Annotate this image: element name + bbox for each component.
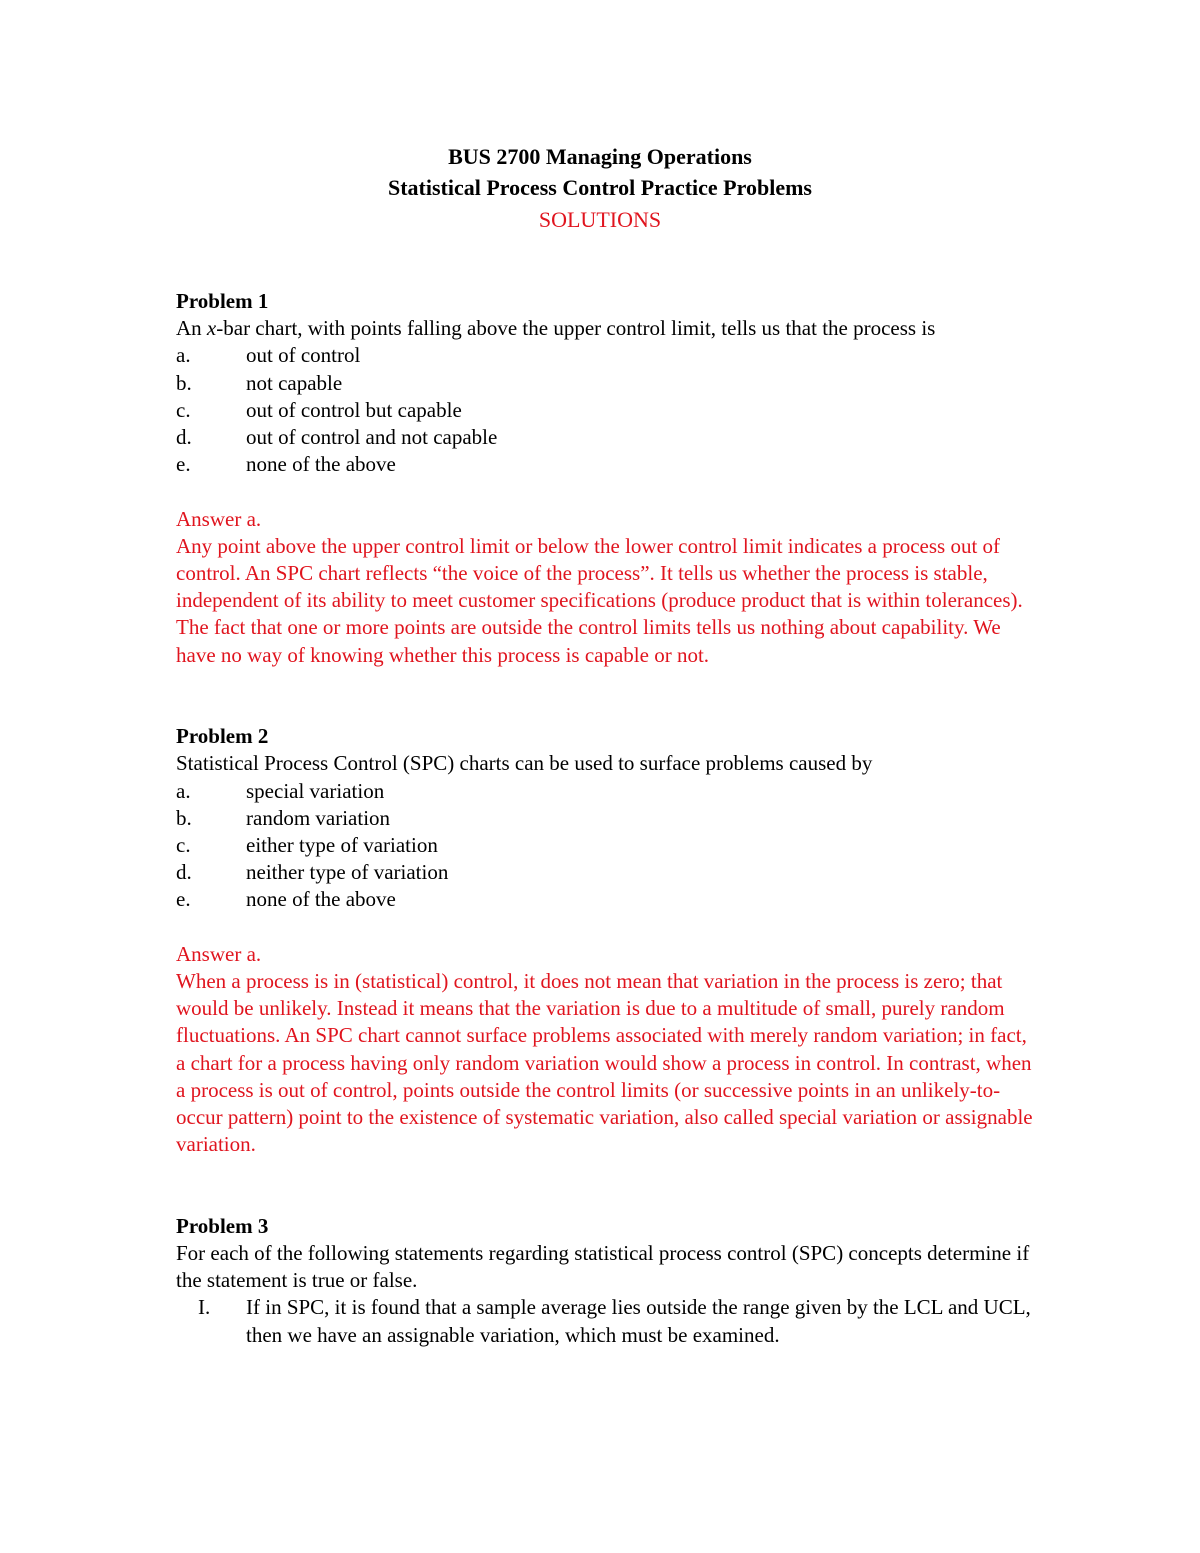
answer-label: Answer a. [176, 941, 262, 966]
document-subtitle: Statistical Process Control Practice Problems [387, 175, 812, 200]
option-item [176, 832, 1036, 859]
option-letter: d. [176, 425, 192, 450]
option-item [176, 397, 1036, 424]
option-text: out of control [246, 343, 361, 368]
document-header [0, 141, 1200, 235]
option-letter: b. [176, 805, 192, 830]
option-letter: e. [176, 887, 191, 912]
question-italic: x [206, 316, 217, 341]
option-item [176, 424, 1036, 451]
statement-item [176, 1294, 1036, 1348]
option-letter: a. [176, 778, 191, 803]
option-item [176, 805, 1036, 832]
question-prefix: An [176, 316, 207, 341]
option-text: none of the above [246, 887, 396, 912]
option-letter: a. [176, 343, 191, 368]
option-letter: c. [176, 397, 191, 422]
answer-explanation: When a process is in (statistical) control, it does not mean that variation in the process is zero; that would be unlikely. Instead it means that the variation is due to a multitude of small, purely random fluctuations. An SPC chart cannot surface problems associated with merely random variation; in fact, a chart for a process having only random variation would show a process in control. In contrast, when a process is out of control, points outside the control limits (or successive points in an unlikely-to-occur pattern) point to the existence of systematic variation, also called special variation or assignable variation. [176, 969, 1033, 1157]
option-item [176, 778, 1036, 805]
option-item [176, 886, 1036, 913]
option-letter: b. [176, 370, 192, 395]
option-letter: e. [176, 452, 191, 477]
option-letter: d. [176, 860, 192, 885]
option-text: none of the above [246, 452, 396, 477]
option-text: out of control but capable [246, 397, 462, 422]
option-item [176, 859, 1036, 886]
statement-text: If in SPC, it is found that a sample average lies outside the range given by the LCL and UCL, then we have an assignable variation, which must be examined. [246, 1295, 1031, 1347]
option-text: either type of variation [246, 833, 438, 858]
answer-explanation: Any point above the upper control limit or below the lower control limit indicates a process out of control. An SPC chart reflects “the voice of the process”. It tells us whether the process is stable, independent of its ability to meet customer specifications (produce product that is within tolerances). The fact that one or more points are outside the control limits tells us nothing about capability. We have no way of knowing whether this process is capable or not. [176, 533, 1023, 667]
problem-1 [176, 288, 1036, 669]
solutions-label: SOLUTIONS [538, 207, 662, 232]
option-item [176, 370, 1036, 397]
problem-question [176, 315, 1036, 342]
question-suffix: -bar chart, with points falling above the upper control limit, tells us that the process is [216, 316, 936, 341]
option-item [176, 451, 1036, 478]
problem-question: For each of the following statements regarding statistical process control (SPC) concepts determine if the statement is true or false. [176, 1241, 1030, 1293]
document-page [176, 141, 1036, 1349]
problem-title: Problem 3 [176, 1213, 269, 1238]
answer-label: Answer a. [176, 506, 262, 531]
problem-question: Statistical Process Control (SPC) charts can be used to surface problems caused by [176, 751, 873, 776]
problem-3 [176, 1213, 1036, 1349]
option-text: random variation [246, 805, 391, 830]
problem-title: Problem 2 [176, 724, 269, 749]
option-text: special variation [246, 778, 385, 803]
option-text: not capable [246, 370, 343, 395]
problem-2 [176, 723, 1036, 1158]
option-item [176, 342, 1036, 369]
option-letter: c. [176, 833, 191, 858]
statement-numeral: I. [198, 1295, 211, 1320]
course-title: BUS 2700 Managing Operations [448, 144, 752, 169]
option-text: out of control and not capable [246, 425, 498, 450]
problem-title: Problem 1 [176, 289, 269, 313]
option-text: neither type of variation [246, 860, 449, 885]
